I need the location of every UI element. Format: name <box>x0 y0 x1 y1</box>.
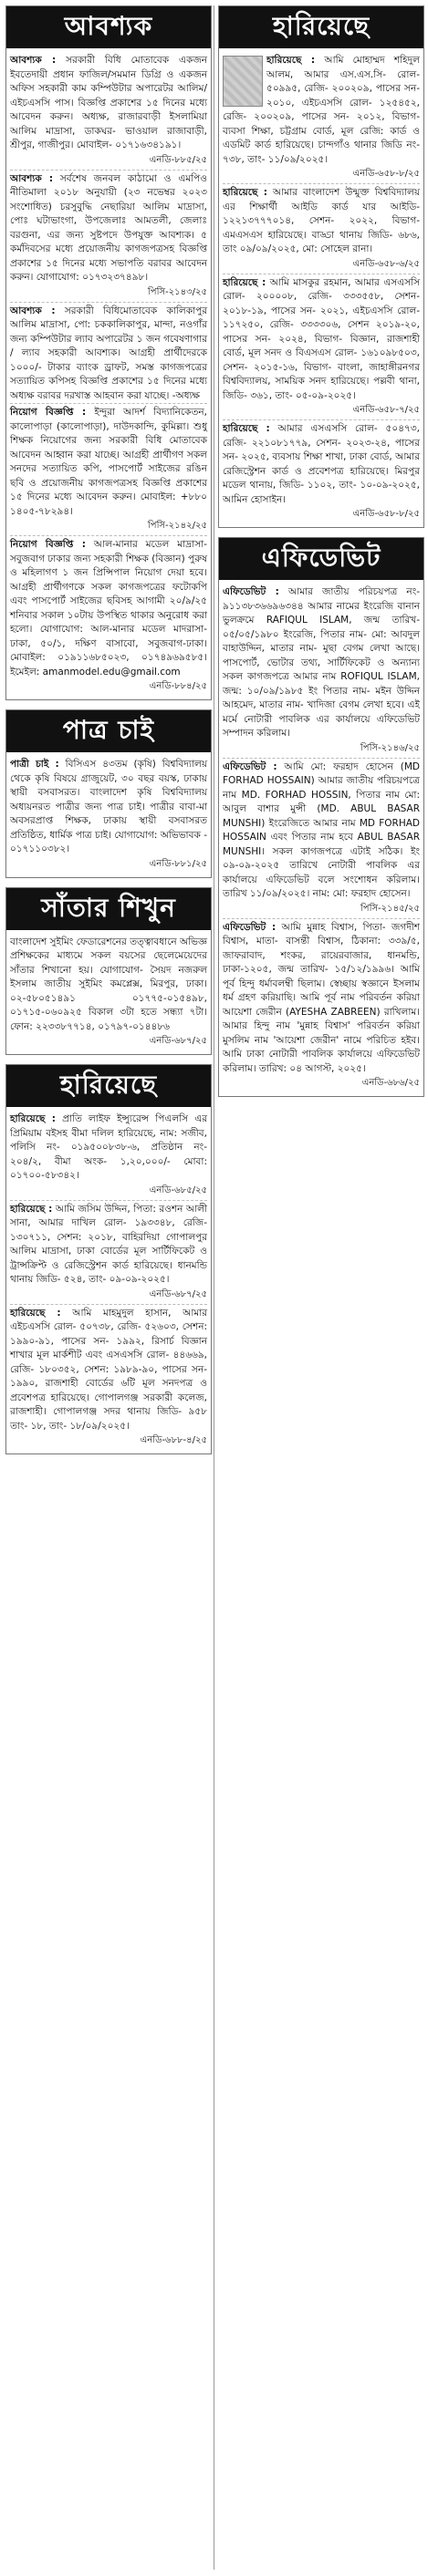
ad-body: বাংলাদেশ সুইমিং ফেডারেশনের তত্ত্বাবধানে অভিজ্ঞ প্রশিক্ষকের মাধ্যমে সকল বয়সের ছেলেমেয়েদের সাঁতার শিখানো হয়। যোগাযোগ- সৈয়দ নজরুল ইসলাম জাতীয় সুইমিং কমপ্লেক্স, মিরপুর, ঢাকা। ০২-৫৮০৫১৪৯১ ০১৭৭৫-০১৫৪৯৮, ০১৭১৫-০৬০৯২৫ বিকাল ৩টা হতে সন্ধ্যা ৭টা। ফোন: ২২৩৩৮৭৭১৪, ০১৭৯৭-০১৪৪৮৬ <box>10 936 208 1032</box>
classified-section <box>5 887 212 1056</box>
ad-code: এনডি-৮৮৫/২৫ <box>149 154 207 165</box>
ad-lead: আবশ্যক : <box>10 55 57 66</box>
classified-ad <box>10 934 207 1051</box>
ad-body: প্রাতি লাইফ ইন্স্যুরেন্স পিএলসি এর প্রিমিয়াম বইসহ বীমা দলিল হারিয়েছে, নাম: সজীব, পলিসি নং- ০১৯৫০০৮৩৮-৬, প্রতিষ্ঠান নং- ২০৪/২, বীমা অংক- ১,২০,০০০/- মোবা: ০১৭০০-৫৮৩৪২। <box>10 1113 207 1181</box>
ad-code: পিসি-২১৪৫/২৫ <box>360 903 420 914</box>
ad-text <box>10 538 207 679</box>
ad-text <box>10 406 207 519</box>
ad-body: আমি মো: ফরহাদ হোসেন (MD FORHAD HOSSAIN) আমার জাতীয় পরিচয়পত্রে নাম MD. FORHAD HOSSIN, পিতার নাম মো: আবুল বাশার মুন্সী (MD. ABUL BASAR MUNSHI) ইংরেজিতে আমার নাম MD FORHAD HOSSAIN এবং পিতার নাম হবে ABUL BASAR MUNSHI। সকল কাগজপত্রে এটাই সঠিক। ইং ০৯-০৯-২০২৫ তারিখে নোটারী পাবলিক এর কার্যালয়ে এফিডেভিট বলে সংশোধন করিলাম। তারিখ ১১/০৯/২০২৫। নাম: মো: ফরহাদ হোসেন। <box>223 760 421 899</box>
ad-lead: নিয়োগ বিজ্ঞপ্তি : <box>10 407 87 418</box>
ad-text <box>223 276 420 404</box>
ad-lead: আবশ্যক : <box>10 172 54 184</box>
classified-ad <box>223 274 420 421</box>
ad-text <box>223 585 420 741</box>
ad-code: এনডি-৬৮৫/২৫ <box>149 1185 207 1195</box>
ad-body: সর্বশেষ জনবল কাঠামো ও এমপিও নীতিমালা ২০১৮ অনুযায়ী (২৩ নভেম্বর ২০২৩ সংশোধিত) চরসুবুদ্ধি নেছারিয়া আলিম মাদ্রাসা, পোঃ ঘটাভাংগা, উপজেলাঃ আমতলী, জেলাঃ বরগুনা, এর জন্য সুষ্টপদে উপযুক্ত আবশ্যক। ৫ কর্মদিবসের মধ্যে প্রয়োজনীয় কাগজপত্রসহ বিজ্ঞপ্তি প্রকাশের ১৫ দিনের মধ্যে সভাপতি বরাবর আবেদন করুন। যোগাযোগ: ০১৭৩২৩৭৪৯৮। <box>10 172 207 283</box>
ad-lead: হারিয়েছে : <box>10 1203 53 1215</box>
classified-ad <box>10 171 207 303</box>
ad-code: পিসি-২১৪৬/২৫ <box>360 742 420 753</box>
ad-lead: নিয়োগ বিজ্ঞপ্তি : <box>10 539 86 550</box>
ad-lead: হারিয়েছে : <box>223 276 266 288</box>
classified-ad <box>10 1111 207 1201</box>
classified-ad <box>10 756 207 874</box>
ad-lead: হারিয়েছে : <box>10 1113 56 1124</box>
ad-code: পিসি-২১৪৩/২৫ <box>147 286 207 297</box>
classified-ad <box>10 1305 207 1451</box>
ad-body: আমি মুন্নাহ বিশ্বাস, পিতা- জগদীশ বিশ্বাস, মাতা- বাসন্তী বিশ্বাস, ঠিকানা: ৩৩৯/৫, জাফরাবাদ, শংকর, রায়েরবাজার, ধানমন্ডি, ঢাকা-১২০৫, জন্ম তারিখ- ১৫/১২/১৯৯৬। আমি পূর্ব হিন্দু ধর্মাবলম্বী ছিলাম। স্বেচ্ছায় স্বজ্ঞানে ইসলাম ধর্ম গ্রহণ করিয়াছি। আমি পূর্ব নাম পরিবর্তন করিয়া আয়েশা জেরীন (AYESHA ZABREEN) রাখিলাম। আমার হিন্দু নাম 'মুন্নাহ বিশ্বাস' পরিবর্তন করিয়া মুসলিম নাম 'আয়েশা জেরীন' নামে পরিচিত হইব। আমি ঢাকা নোটারী পাবলিক কার্যালয়ে এফিডেভিট করিলাম। তারিখ: ০৪ আগস্ট, ২০২৫। <box>223 921 421 1074</box>
classified-ad <box>223 184 420 274</box>
ad-text <box>10 1307 207 1434</box>
ad-text <box>10 1112 207 1184</box>
ad-code: এনডি-৬৫৮-৮/২৫ <box>352 509 420 519</box>
ad-text <box>10 936 207 1035</box>
ad-body: ইন্দুরা আদর্শ বিদ্যানিকেতন, কালোপাড়া (কালোপাড়া), দাউদকান্দি, কুমিল্লা। শুধু শিক্ষক নিয়োগের জন্য সরকারী বিধি মোতাবেক আবেদন আহ্বান করা যাচ্ছে। আগ্রহী প্রার্থীগণ সকল সনদের সত্যায়িত কপি, পাসপোর্ট সাইজের রঙিন ছবি ও প্রয়োজনীয় কাগজপত্রসহ বিজ্ঞপ্তি প্রকাশের ১৫ দিনের মধ্যে আবেদন করুন। মোবাইল: +৮৮০ ১৪০৫-৭৮২৯৪। <box>10 407 207 517</box>
ad-text <box>10 54 207 153</box>
classified-ad <box>10 1201 207 1305</box>
classified-ad <box>223 420 420 523</box>
ad-text <box>223 186 420 257</box>
ad-lead: পাত্রী চাই : <box>10 759 59 770</box>
ad-code: এনডি-৮৮১/২৫ <box>149 858 207 869</box>
classified-section <box>5 709 212 878</box>
ad-code: এনডি-৬৮৬/২৫ <box>361 1078 420 1088</box>
ad-text <box>10 305 207 404</box>
ad-text <box>10 1203 207 1288</box>
ad-body: আমি মোহাম্মদ শহিদুল আলম, আমার এস.এস.সি- রোল- ৫০৯৯৫, রেজি- ২০০২০৯, পাসের সন- ২০১০, এইচএসসি রোল- ১২৫৪৫২, রেজি- ২০০২০৯, পাসের সন- ২০১২, বিভাগ- ব্যবসা শিক্ষা, চট্টগ্রাম বোর্ড, মূল রেজি: কার্ড ও এডমিট কার্ড হারিয়েছে। চান্দগাঁও থানার জিডি নং- ৭৩৮, তাং- ১১/০৯/২০২৫। <box>223 55 420 165</box>
ad-body: আমি মাসকুর রহমান, আমার এসএসসি রোল- ২০০০০৮, রেজি- ৩৩৩৫৫৮, সেশন- ২০১৮-১৯, পাসের সন- ২০২১, এইচএসসি রোল- ১১৭২৫০, রেজি- ৩৩৩৩০৬, সেশন ২০১৯-২০, পাসের সন- ২০২৪, বিভাগ- বিজ্ঞান, রাজশাহী বোর্ড, মূল সনদ ও বিএসএস রোল- ১৬১০৯৮৫০৩, সেশন- ২০১৫-১৬, বিভাগ- বাংলা, জাহাঙ্গীরনগর বিশ্ববিদ্যালয়, সাময়িক সনদ হারিয়েছে। পল্লবী থানা, জিডি- ৩৬১, তাং- ০৫-০৯-২০২৫। <box>223 276 421 401</box>
ad-text <box>223 422 420 507</box>
ad-body: আমার জাতীয় পরিচয়পত্র নং- ৯১১৩৮৩৬৬৯৬৩৪৪ আমার নামের ইংরেজি বানান ভুলক্রমে RAFIQUL ISLAM, জন্ম তারিখ- ০৫/০৫/১৯৮০ ইংরেজি, পিতার নাম- মো: আবদুল বাহাউদ্দিন, মাতার নাম- মুছা বেগম লেখা আছে। পাসপোর্ট, ভোটার তথ্য, সার্টিফিকেট ও অন্যান্য সকল কাগজপত্রে আমার নাম ROFIQUL ISLAM, জন্ম: ১০/০৯/১৯৮৫ ইং পিতার নাম- মইন উদ্দিন আহমেদ, মাতার নাম- খাদিজা বেগম লেখা হবে। এই মর্মে নোটারী পাবলিক এর কার্যালয়ে এফিডেভিট সম্পাদন করিলাম। <box>223 586 421 739</box>
ad-code: এনডি-৬৫৮-৭/২৫ <box>352 405 420 415</box>
ad-lead: হারিয়েছে : <box>223 187 267 198</box>
classified-section <box>218 5 424 528</box>
section-heading: পাত্র চাই <box>6 710 211 752</box>
ad-lead: হারিয়েছে : <box>10 1307 61 1319</box>
section-heading: সাঁতার শিখুন <box>6 888 211 930</box>
section-heading: হারিয়েছে <box>219 6 423 48</box>
ad-lead: হারিয়েছে : <box>266 55 316 66</box>
ad-lead: এফিডেভিট : <box>223 586 279 597</box>
ad-text <box>10 172 207 285</box>
ad-body: আমার বাংলাদেশ উন্মুক্ত বিশ্ববিদ্যালয় এর শিক্ষার্থী আইডি কার্ড যার আইডি- ১২২১৩৭৭৭০১৪, সেশন- ২০২২, বিভাগ- এমএসএস হারিয়েছে। বাড্ডা থানায় জিডি- ৬৮৬, তাং ০৯/০৯/২০২৫, মো: সোহেল রানা। <box>223 187 421 254</box>
classified-section <box>5 1064 212 1454</box>
classified-ad <box>223 52 420 184</box>
classified-section <box>218 537 424 1097</box>
ad-text <box>223 760 420 902</box>
ad-code: পিসি-২১৪২/২৫ <box>147 521 207 531</box>
ad-code: এনডি-৬৮৭/২৫ <box>149 1036 207 1046</box>
ad-lead: আবশ্যক : <box>10 305 56 316</box>
ad-code: এনডি-৬৫৮-৮/২৫ <box>352 169 420 179</box>
ad-body: সরকারী বিধিমোতাবেক কালিকাপুর আলিম মাদ্রাসা, পো: চককালিকাপুর, মান্দা, নওগাঁর জন্য কম্পিউটার ল্যাব অপারেটর ১ জন গবেষণাগার / ল্যাব সহকারী আবশ্যক। আগ্রহী প্রার্থীদেরকে ১০০০/- টাকার ব্যাংক ড্রাফট, সমস্ত কাগজপত্রের সত্যায়িত কপিসহ বিজ্ঞপ্তি প্রকাশের ১৫ দিনের মধ্যে অধ্যক্ষ বরাবর দরখাস্ত আহবান করা যাচ্ছে। -অধ্যক্ষ <box>10 305 207 401</box>
right-column <box>218 5 424 1106</box>
classified-ad <box>223 584 420 759</box>
classified-ad <box>10 404 207 536</box>
classified-section <box>5 5 212 700</box>
ad-body: আল-মানার মডেল মাদ্রাসা-সবুজবাগ ঢাকার জন্য সহকারী শিক্ষক (বিজ্ঞান) পুরুষ ও মহিলাগণ ১ জন প্রিন্সিপাল নিয়োগ দেয়া হবে। আগ্রহী প্রার্থীগণকে সকল কাগজপত্রের ফটোকপি এবং পাসপোর্ট সাইজের ছবিসহ আগামী ২০/৯/২৫ শনিবার সকাল ১০টায় উপস্থিত থাকার অনুরোধ করা হলো। যোগাযোগ: আল-মানার মডেল মাদরাসা-ঢাকা, ৫০/১, দক্ষিণ বাসাবো, সবুজবাগ-ঢাকা। মোবাইল: ০১৯১১৬৮৫০২৩, ০১৭৪৯৬৯৫৮৫। ইমেইল: amanmodel.edu@gmail.com <box>10 539 207 678</box>
classified-ad <box>10 536 207 696</box>
section-heading: আবশ্যক <box>6 6 211 48</box>
ad-code: এনডি-৬৮৮-৪/২৫ <box>140 1435 207 1445</box>
ad-lead: এফিডেভিট : <box>223 760 277 772</box>
ad-body: বিসিএস ৪৩তম (কৃষি) বিশ্ববিদ্যালয় থেকে কৃষি বিষয়ে গ্রাজুয়েট, ৩০ বছর বয়স্ক, ঢাকায় স্থায়ী বসবাসরত। বাংলাদেশ কৃষি বিশ্ববিদ্যালয় অধ্যয়নরত পাত্রীর জন্য পাত্র চাই। পাত্রীর বাবা-মা অবসরপ্রাপ্ত শিক্ষক, ঢাকায় স্থায়ী বসবাসরত প্রতিষ্ঠিত, ধার্মিক পাত্র চাই। যোগাযোগ: অভিভাবক - ০১৭১১০৩৮২। <box>10 759 207 854</box>
ad-text <box>10 758 207 857</box>
section-heading: হারিয়েছে <box>6 1065 211 1107</box>
left-column <box>5 5 212 1464</box>
classified-ad <box>223 759 420 919</box>
classified-ad <box>223 919 420 1093</box>
ad-body: আমি জসিম উদ্দিন, পিতা: রওশন আলী সানা, আমার দাখিল রোল- ১৯৩৩৪৮, রেজি- ১৩০৭১১, সেশন: ২০১৮, বাহিরদিয়া গোপালপুর আলিম মাদ্রাসা, ঢাকা বোর্ডের মূল সার্টিফিকেট ও ট্রান্সক্রিপ্ট ও রেজিস্ট্রেশন কার্ড হারিয়েছে। ধানমন্ডি থানায় জিডি- ৫২৪, তাং- ০৯-০৯-২০২৫। <box>10 1203 207 1285</box>
ad-lead: এফিডেভিট : <box>223 921 277 933</box>
classified-ad <box>10 303 207 405</box>
ad-body: সরকারী বিধি মোতাবেক একজন ইবতেদায়ী প্রধান ফাজিল/সমমান ডিগ্রি ও একজন অফিস সহকারী কাম কম্পিউটার অপারেটর আলিম/এইচএসসি পাস। বিজ্ঞপ্তি প্রকাশের ১৫ দিনের মধ্যে আবেদন করুন। অধ্যক্ষ, রাজারবাড়ী ইসলামিয়া আলিম মাদ্রাসা, ডাকঘর- ভাওয়াল রাজাবাড়ী, শ্রীপুর, গাজীপুর। মোবাইল- ০১৭১৬৩৪১৯১। <box>10 55 208 150</box>
classified-ad <box>10 52 207 171</box>
ad-code: এনডি-৬৮৭/২৫ <box>149 1288 207 1299</box>
ad-text <box>223 921 420 1077</box>
ad-code: এনডি-৬৫৮-৬/২৫ <box>352 258 420 269</box>
ad-code: এনডি-৮৮৪/২৫ <box>149 681 207 691</box>
section-heading: এফিডেভিট <box>219 538 423 580</box>
ad-body: আমি মাহমুদুল হাসান, আমার এইচএসসি রোল- ৫০৭৩৮, রেজি- ৫২৬০৩, সেশন: ১৯৯০-৯১, পাসের সন- ১৯৯২, রিসার্চ বিজ্ঞান শাখার মূল মার্কশীট এবং এসএসসি রোল- ৪৪৬৬৯, রেজি- ১৮০৩৫২, সেশন: ১৯৮৯-৯০, পাসের সন- ১৯৯০, রাজশাহী বোর্ডের ৬টি মূল সনদপত্র ও প্রবেশপত্র হারিয়েছে। গোপালগঞ্জ সরকারী কলেজ, রাজশাহী। গোপালগঞ্জ সদর থানায় জিডি- ৯৫৮ তাং- ১৮, তাং- ১৮/০৯/২০২৫। <box>10 1307 208 1432</box>
ad-lead: হারিয়েছে : <box>223 423 270 434</box>
ad-body: আমার এসএসসি রোল- ৫০৪৭৩, রেজি- ২২১০৮১৭৭৯, সেশন- ২০২৩-২৪, পাসের সন- ২০২৫, ব্যবসায় শিক্ষা শাখা, ঢাকা বোর্ড, আমার রেজিস্ট্রেশন কার্ড ও প্রবেশপত্র হারিয়েছে। মিরপুর মডেল থানায়, জিডি- ১১০২, তাং- ১০-০৯-২০২৫, আমিন হোসাইন। <box>223 423 421 505</box>
person-photo <box>223 56 263 107</box>
